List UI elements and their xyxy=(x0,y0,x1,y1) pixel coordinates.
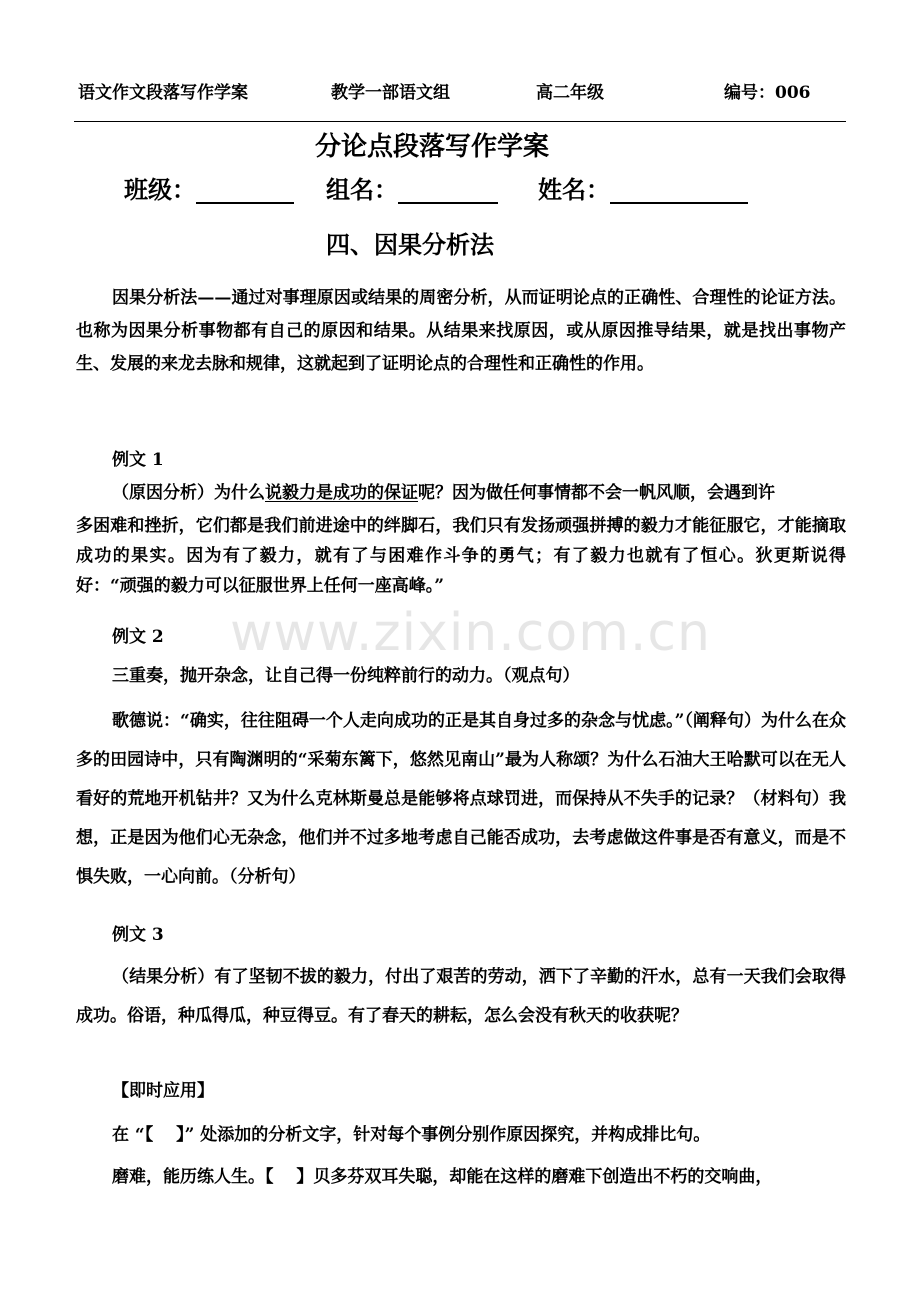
example3-body: （结果分析）有了坚韧不拔的毅力，付出了艰苦的劳动，洒下了辛勤的汗水，总有一天我们会取得成功。俗语，种瓜得瓜，种豆得豆。有了春天的耕耘，怎么会没有秋天的收获呢？ xyxy=(76,967,846,1026)
example1-underlined-claim: 说毅力是成功的保证 xyxy=(265,483,418,503)
section-title: 四、因果分析法 xyxy=(326,230,494,259)
example1-text-pre: （原因分析）为什么 xyxy=(112,483,265,503)
practice-instruction: 在 “【 】” 处添加的分析文字，针对每个事例分别作原因探究，并构成排比句。 xyxy=(112,1125,711,1145)
header-grade: 高二年级 xyxy=(536,83,604,103)
example2-label: 例文 2 xyxy=(112,627,164,647)
example1-text-post: 呢？因为做任何事情都不会一帆风顺，会遇到许 xyxy=(418,483,775,503)
group-blank[interactable] xyxy=(398,178,498,204)
example1-first-line xyxy=(112,478,775,503)
class-field xyxy=(124,170,294,205)
group-field xyxy=(326,170,498,205)
page-title: 分论点段落写作学案 xyxy=(314,132,549,162)
header-divider xyxy=(74,121,846,122)
group-label: 组名： xyxy=(326,175,398,204)
class-blank[interactable] xyxy=(196,178,294,204)
class-label: 班级： xyxy=(124,175,196,204)
example1-body: 多困难和挫折，它们都是我们前进途中的绊脚石，我们只有发扬顽强拼搏的毅力才能征服它，才能摘取成功的果实。因为有了毅力，就有了与困难作斗争的勇气；有了毅力也就有了恒心。狄更斯说得好：“顽强的毅力可以征服世界上任何一座高峰。” xyxy=(76,516,846,596)
header-serial: 编号：006 xyxy=(724,83,811,103)
example3-label: 例文 3 xyxy=(112,925,164,945)
example2-body: 歌德说：“确实，往往阻碍一个人走向成功的正是其自身过多的杂念与忧虑。”（阐释句）为什么在众多的田园诗中，只有陶渊明的“采菊东篱下，悠然见南山”最为人称颂？为什么石油大王哈默可以在无人看好的荒地开机钻井？又为什么克林斯曼总是能够将点球罚进，而保持从不失手的记录？（材料句）我想，正是因为他们心无杂念，他们并不过多地考虑自己能否成功，去考虑做这件事是否有意义，而是不惧失败，一心向前。（分析句） xyxy=(76,711,846,887)
name-blank[interactable] xyxy=(610,178,748,204)
header-department: 教学一部语文组 xyxy=(331,83,450,103)
name-label: 姓名： xyxy=(538,175,610,204)
header-doc-name: 语文作文段落写作学案 xyxy=(78,83,248,103)
name-field xyxy=(538,170,748,205)
intro-paragraph: 因果分析法——通过对事理原因或结果的周密分析，从而证明论点的正确性、合理性的论证方法。也称为因果分析事物都有自己的原因和结果。从结果来找原因，或从原因推导结果，就是找出事物产生、发展的来龙去脉和规律，这就起到了证明论点的合理性和正确性的作用。 xyxy=(76,288,846,374)
watermark: www.zixin.com.cn xyxy=(230,603,711,663)
example1-label: 例文 1 xyxy=(112,450,164,470)
practice-heading: 【即时应用】 xyxy=(112,1081,214,1101)
example2-viewpoint: 三重奏，抛开杂念，让自己得一份纯粹前行的动力。（观点句） xyxy=(112,666,580,686)
practice-line-1: 磨难，能历练人生。【 】贝多芬双耳失聪，却能在这样的磨难下创造出不朽的交响曲， xyxy=(112,1167,773,1187)
